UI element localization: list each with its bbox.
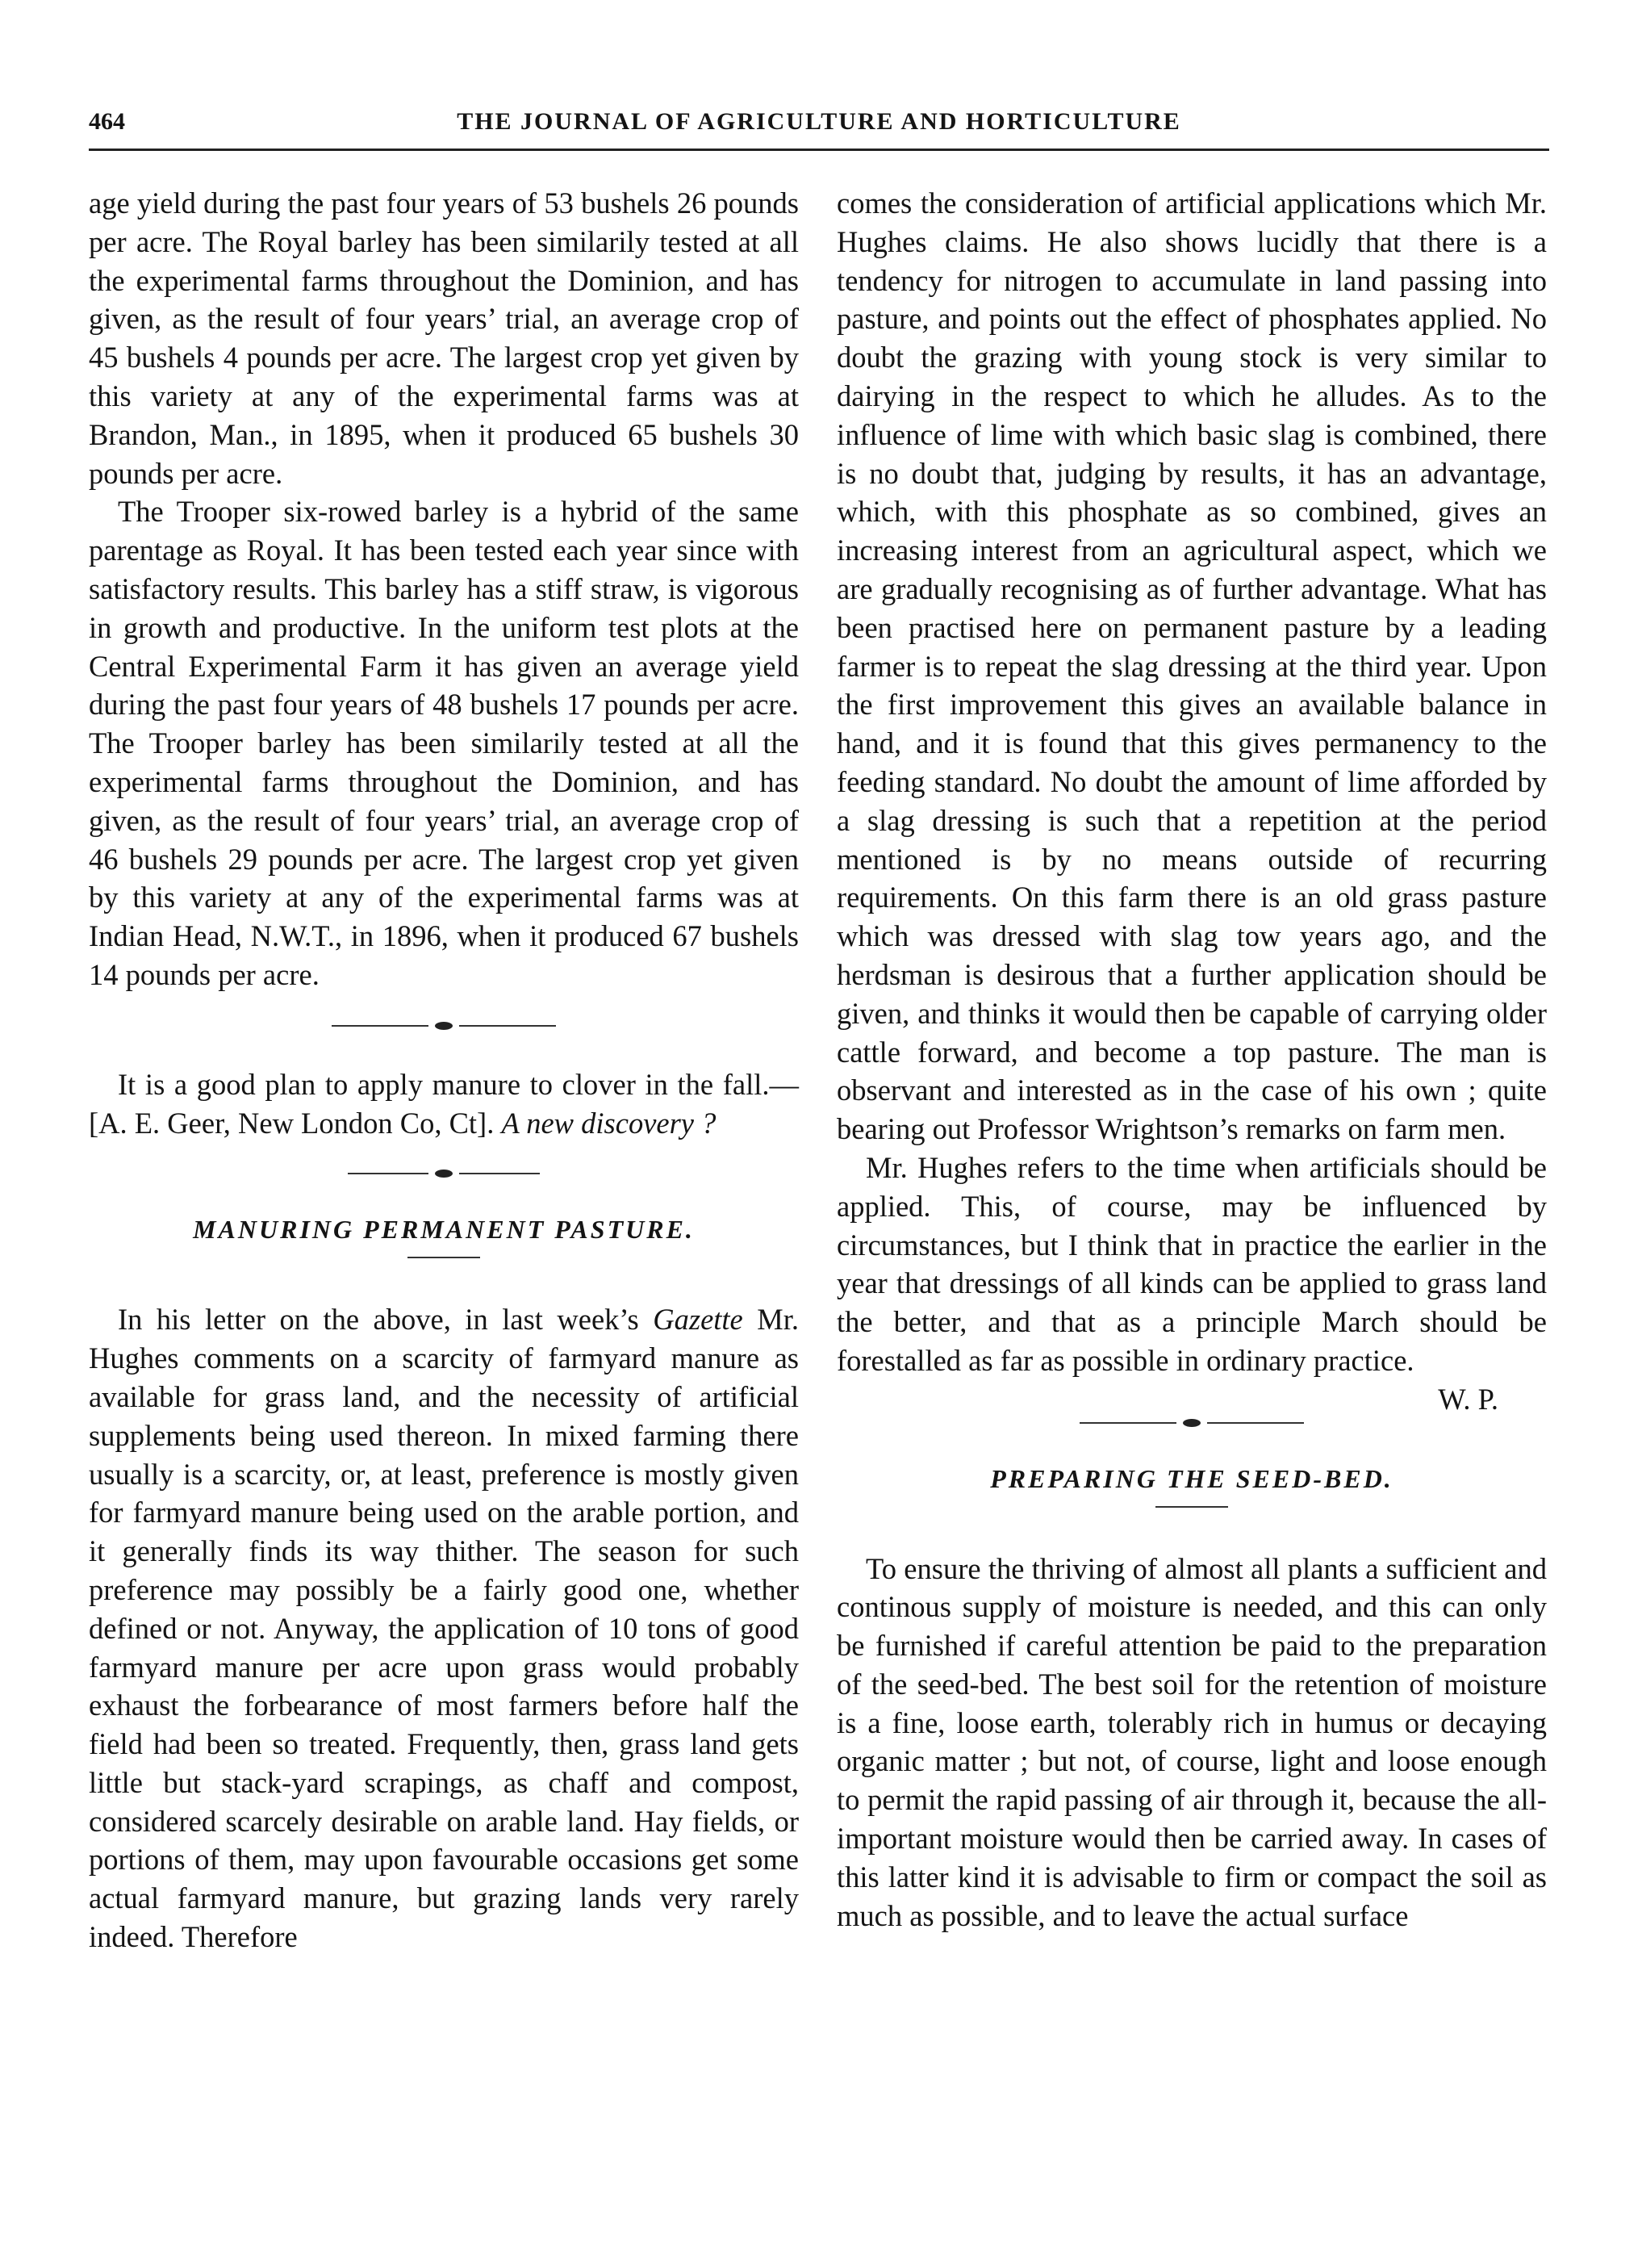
ornament-icon: [1183, 1419, 1201, 1427]
author-signature: W. P.: [1438, 1382, 1498, 1416]
clover-note-italic: A new discovery ?: [501, 1106, 717, 1140]
section-divider-ornament: [89, 1170, 799, 1178]
section-divider-ornament: [837, 1419, 1547, 1427]
ornament-icon: [435, 1170, 453, 1178]
ornament-icon: [435, 1022, 453, 1030]
manuring-text-start: In his letter on the above, in last week’s: [118, 1303, 654, 1337]
page-number: 464: [89, 108, 125, 135]
seed-bed-paragraph: To ensure the thriving of almost all plants a sufficient and continous supply of moisture is needed, and this can only be furnished if careful attention be paid to the preparation of the seed-bed. The best soil for the retention of moisture is a fine, loose earth, tolerably rich in humus or decaying organic matter ; but not, of course, light and loose enough to permit the rapid passing of air through it, because the all-important moisture would then be carried away. In cases of this latter kind it is advisable to firm or compact the soil as much as possible, and to leave the actual surface: [837, 1551, 1547, 1932]
artificial-applications-paragraph: comes the consideration of artificial applications which Mr. Hughes claims. He also shows lucidly that there is a tendency for nitrogen to accumulate in land passing into pasture, and points out the effect of phosphates applied. No doubt the grazing with young stock is very similar to dairying in the respect to which he alludes. As to the influence of lime with which basic slag is combined, there is no doubt that, judging by results, it has an advantage, which, with this phosphate as so combined, gives an increasing interest from an agricultural aspect, which we are gradually recognising as of further advantage. What has been practised here on permanent pasture by a leading farmer is to repeat the slag dressing at the third year. Upon the first improvement this gives an available balance in hand, and it is found that this gives permanency to the feeding standard. No doubt the amount of lime afforded by a slag dressing is such that a repetition at the period mentioned is by no means outside of recurring requirements. On this farm there is an old grass pasture which was dressed with slag tow years ago, and the herdsman is desirous that a further application should be given, and thinks it would then be capable of carrying older cattle forward, and become a top pasture. The man is observant and interested as in the case of his own ; quite bearing out Professor Wrightson’s remarks on farm men.: [837, 186, 1547, 1146]
artificials-timing-text: Mr. Hughes refers to the time when artificials should be applied. This, of course, may be influenced by circumstances, but I think that in practice the earlier in the year that dressings of all kinds can be applied to grass land the better, and that as a principle March should be forestalled as far as possible in ordinary practice.: [837, 1150, 1547, 1377]
right-column: [837, 184, 1547, 1935]
manuring-text-rest: Mr. Hughes comments on a scarcity of farmyard manure as available for grass land, and the necessity of artificial supplements being used thereon. In mixed farming there usually is a scarcity, or, at least, preference is mostly given for farmyard manure being used on the arable portion, and it generally finds its way thither. The season for such preference may possibly be a fairly good one, whether defined or not. Anyway, the application of 10 tons of good farmyard manure per acre upon grass would probably exhaust the forbearance of most farmers before half the field had been so treated. Frequently, then, grass land gets little but stack-yard scrapings, as chaff and compost, considered scarcely desirable on arable land. Hay fields, or portions of them, may upon favourable occasions get some actual farmyard manure, but grazing lands very rarely indeed. Therefore: [89, 1303, 799, 1954]
clover-note-paragraph: [89, 1065, 799, 1143]
page-header: [89, 103, 1549, 151]
barley-trooper-paragraph: The Trooper six-rowed barley is a hybrid of the same parentage as Royal. It has been tested each year since with satisfactory results. This barley has a stiff straw, is vigorous in growth and productive. In the uniform test plots at the Central Experimental Farm it has given an average yield during the past four years of 48 bushels 17 pounds per acre. The Trooper barley has been similarily tested at all the experimental farms throughout the Dominion, and has given, as the result of four years’ trial, an average crop of 46 bushels 29 pounds per acre. The largest crop yet given by this variety at any of the experimental farms was at Indian Head, N.W.T., in 1896, when it produced 67 bushels 14 pounds per acre.: [89, 495, 799, 991]
clover-note-text: It is a good plan to apply manure to clover in the fall.—[A. E. Geer, New London Co, Ct].: [89, 1067, 799, 1140]
gazette-title: Gazette: [653, 1303, 743, 1337]
left-column: [89, 184, 799, 1956]
artificials-timing-paragraph: [837, 1149, 1547, 1416]
title-rule: [1155, 1506, 1228, 1508]
section-title-seed-bed: PREPARING THE SEED-BED.: [990, 1463, 1393, 1493]
barley-royal-paragraph: age yield during the past four years of 53 bushels 26 pounds per acre. The Royal barley has been similarily tested at all the experimental farms throughout the Dominion, and has given, as the result of four years’ trial, an average crop of 45 bushels 4 pounds per acre. The largest crop yet given by this variety at any of the experimental farms was at Brandon, Man., in 1895, when it produced 65 bushels 30 pounds per acre.: [89, 186, 799, 490]
title-rule: [407, 1257, 480, 1258]
section-divider-ornament: [89, 1022, 799, 1030]
running-head: THE JOURNAL OF AGRICULTURE AND HORTICULTURE: [457, 108, 1181, 135]
manuring-paragraph: [89, 1300, 799, 1956]
section-title-manuring: MANURING PERMANENT PASTURE.: [193, 1215, 695, 1245]
